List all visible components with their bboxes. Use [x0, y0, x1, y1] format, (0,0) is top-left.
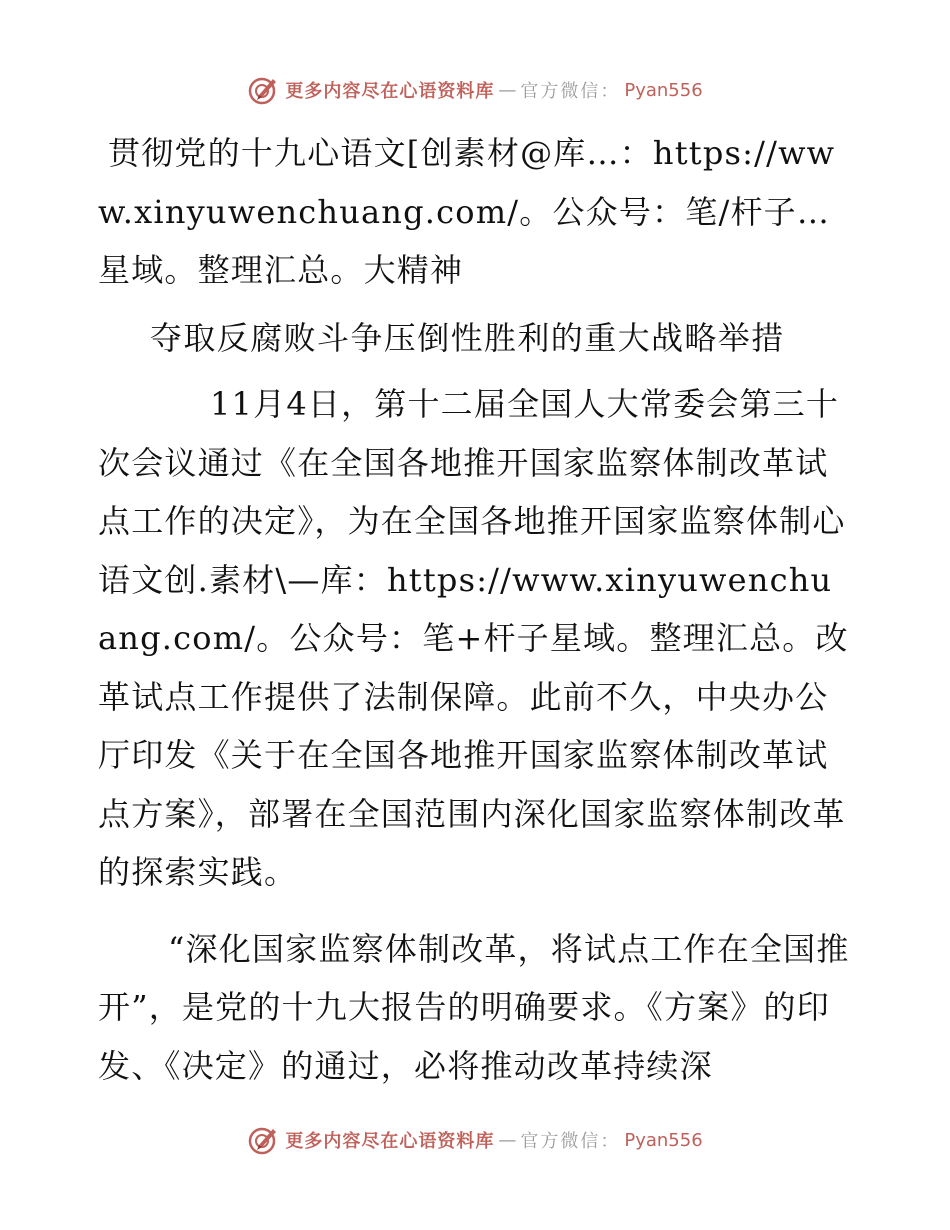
- banner-label: 官方微信：: [520, 1131, 621, 1152]
- pen-logo-icon: [247, 74, 279, 106]
- body-paragraph: 11月4日，第十二届全国人大常委会第三十次会议通过《在全国各地推开国家监察体制改革试点工作的决定》，为在全国各地推开国家监察体制心语文创.素材\—库：https://www.xinyuwenchuang.com/。公众号：笔+杆子星域。整理汇总。改革试点工作提供了法制保障。此前不久，中央办公厅印发《关于在全国各地推开国家监察体制改革试点方案》，部署在全国范围内深化国家监察体制改革的探索实践。: [98, 385, 849, 891]
- banner-label: 官方微信：: [520, 81, 621, 102]
- banner-account: Pyan556: [624, 79, 703, 101]
- banner-separator: —: [498, 79, 517, 101]
- pen-logo-icon: [247, 1124, 279, 1156]
- banner-account: Pyan556: [624, 1129, 703, 1151]
- footer-banner: [0, 1120, 950, 1160]
- intro-paragraph: 贯彻党的十九心语文[创素材@库…：https://www.xinyuwenchuang.com/。公众号：笔/杆子…星域。整理汇总。大精神: [98, 134, 836, 289]
- document-body: [98, 124, 850, 1095]
- article-title: 夺取反腐败斗争压倒性胜利的重大战略举措: [150, 318, 785, 357]
- banner-brand: 更多内容尽在心语资料库: [285, 81, 495, 102]
- body-paragraph: “深化国家监察体制改革，将试点工作在全国推开”，是党的十九大报告的明确要求。《方案》的印发、《决定》的通过，必将推动改革持续深: [98, 929, 850, 1085]
- header-banner: [0, 70, 950, 110]
- banner-brand: 更多内容尽在心语资料库: [285, 1131, 495, 1152]
- banner-separator: —: [498, 1129, 517, 1151]
